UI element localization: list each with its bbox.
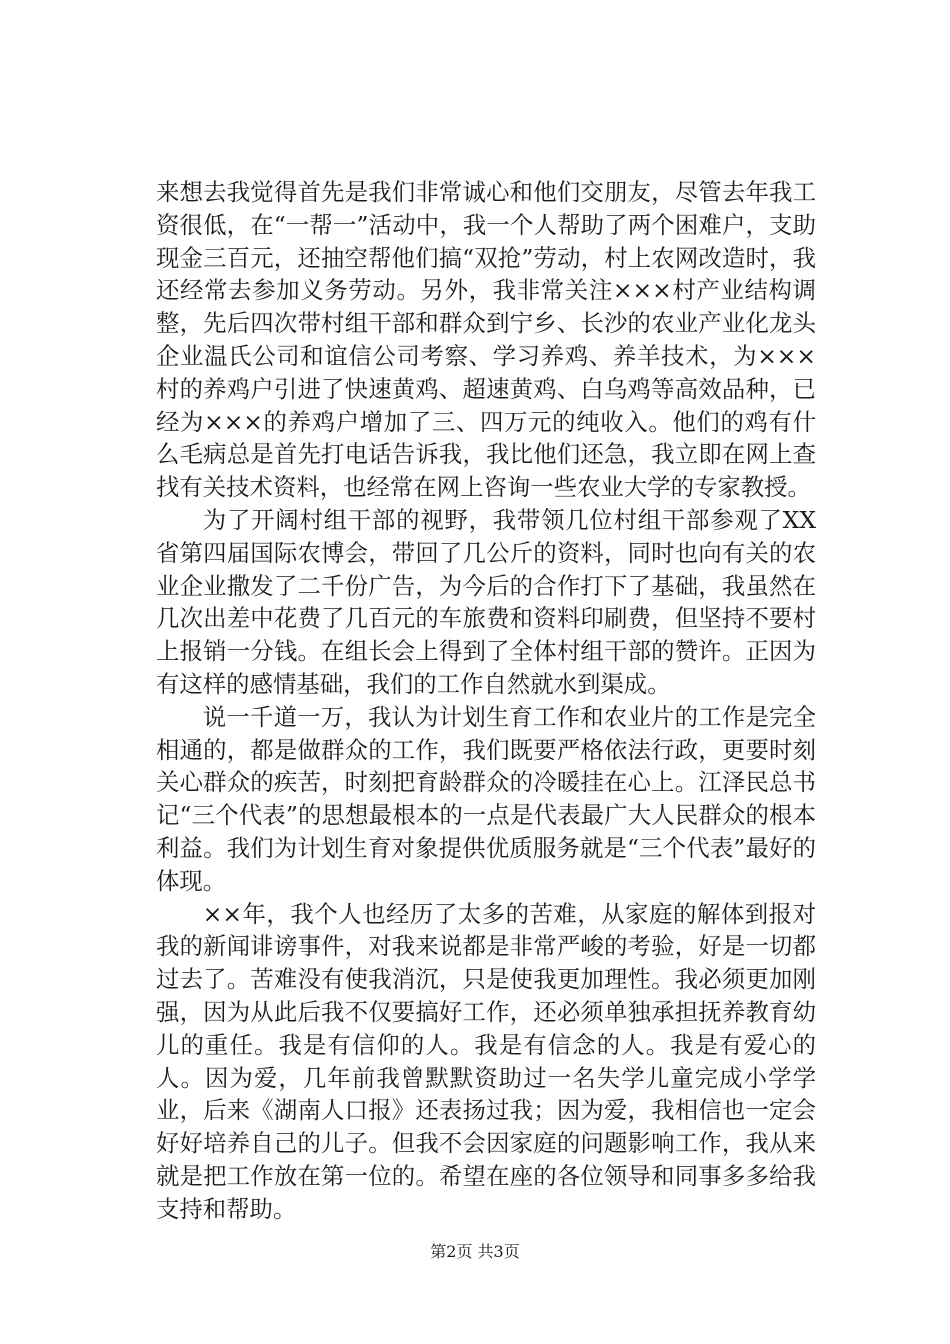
paragraph-3: 说一千道一万，我认为计划生育工作和农业片的工作是完全相通的，都是做群众的工作，我们既要严格依法行政，更要时刻关心群众的疾苦，时刻把育龄群众的冷暖挂在心上。江泽民总书记“三个代表”的思想最根本的一点是代表最广大人民群众的根本利益。我们为计划生育对象提供优质服务就是“三个代表”最好的体现。 bbox=[156, 702, 816, 895]
paragraph-1: 来想去我觉得首先是我们非常诚心和他们交朋友，尽管去年我工资很低，在“一帮一”活动中，我一个人帮助了两个困难户，支助现金三百元，还抽空帮他们搞“双抢”劳动，村上农网改造时，我还经常去参加义务劳动。另外，我非常关注×××村产业结构调整，先后四次带村组干部和群众到宁乡、长沙的农业产业化龙头企业温氏公司和谊信公司考察、学习养鸡、养羊技术，为×××村的养鸡户引进了快速黄鸡、超速黄鸡、白乌鸡等高效品种，已经为×××的养鸡户增加了三、四万元的纯收入。他们的鸡有什么毛病总是首先打电话告诉我，我比他们还急，我立即在网上查找有关技术资料，也经常在网上咨询一些农业大学的专家教授。 bbox=[156, 178, 816, 502]
paragraph-2: 为了开阔村组干部的视野，我带领几位村组干部参观了XX省第四届国际农博会，带回了几公斤的资料，同时也向有关的农业企业撒发了二千份广告，为今后的合作打下了基础，我虽然在几次出差中花费了几百元的车旅费和资料印刷费，但坚持不要村上报销一分钱。在组长会上得到了全体村组干部的赞许。正因为有这样的感情基础，我们的工作自然就水到渠成。 bbox=[156, 505, 816, 698]
paragraph-4: ××年，我个人也经历了太多的苦难，从家庭的解体到报对我的新闻诽谤事件，对我来说都是非常严峻的考验，好是一切都过去了。苦难没有使我消沉，只是使我更加理性。我必须更加刚强，因为从此后我不仅要搞好工作，还必须单独承担抚养教育幼儿的重任。我是有信仰的人。我是有信念的人。我是有爱心的人。因为爱，几年前我曾默默资助过一名失学儿童完成小学学业，后来《湖南人口报》还表扬过我；因为爱，我相信也一定会好好培养自己的儿子。但我不会因家庭的问题影响工作，我从来就是把工作放在第一位的。希望在座的各位领导和同事多多给我支持和帮助。 bbox=[156, 899, 816, 1223]
page-number-footer: 第2页 共3页 bbox=[430, 1242, 520, 1261]
document-body bbox=[156, 176, 816, 1226]
